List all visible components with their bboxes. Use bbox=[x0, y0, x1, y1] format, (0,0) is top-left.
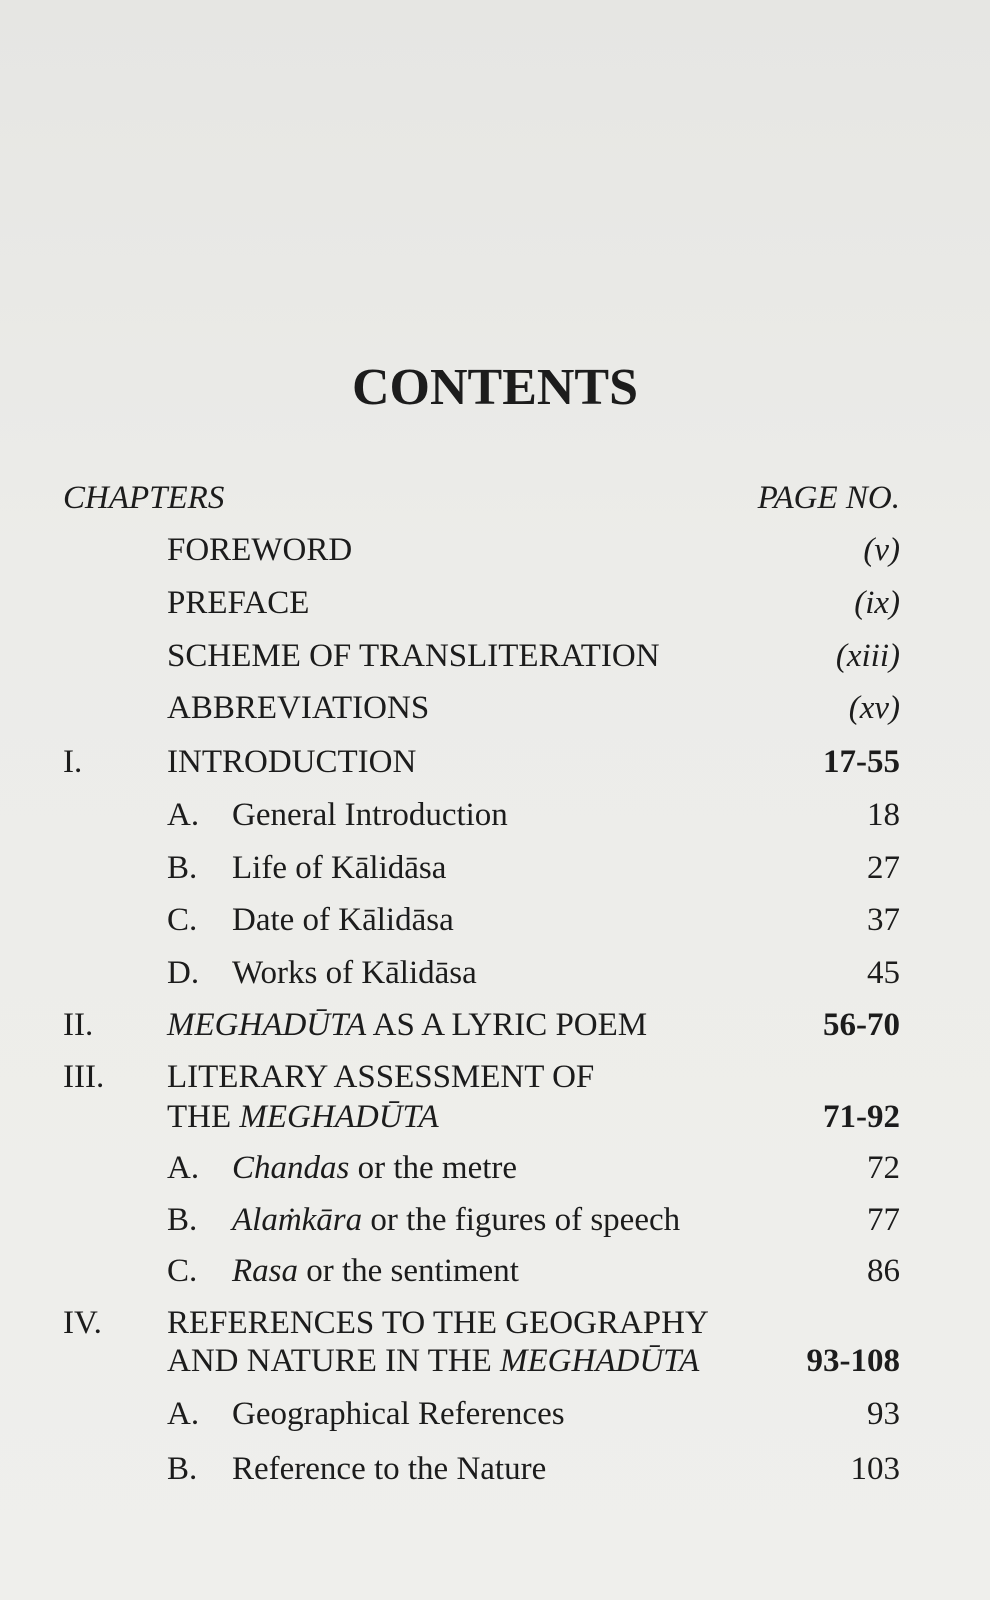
chapter-title-italic: MEGHADŪTA bbox=[500, 1343, 700, 1379]
subsection-title-italic: Alaṁkāra bbox=[232, 1202, 363, 1238]
toc-subsection bbox=[0, 1150, 990, 1190]
page-no-header: PAGE NO. bbox=[757, 480, 900, 516]
subsection-title-italic: Rasa bbox=[232, 1253, 298, 1289]
toc-subsection bbox=[0, 850, 990, 890]
subsection-page: 45 bbox=[867, 955, 900, 991]
subsection-letter: B. bbox=[167, 1202, 198, 1238]
subsection-letter: A. bbox=[167, 1396, 200, 1432]
toc-chapter-3-cont bbox=[0, 1099, 990, 1139]
toc-subsection bbox=[0, 1202, 990, 1242]
chapter-title-prefix: THE bbox=[167, 1099, 240, 1135]
chapter-title bbox=[167, 1007, 647, 1044]
toc-page: (ix) bbox=[854, 585, 900, 621]
subsection-page: 18 bbox=[867, 797, 900, 833]
subsection-letter: B. bbox=[167, 850, 198, 886]
chapter-title-italic: MEGHADŪTA bbox=[239, 1099, 439, 1135]
subsection-title: General Introduction bbox=[232, 797, 508, 833]
chapter-number: III. bbox=[63, 1059, 105, 1095]
chapter-pages: 93-108 bbox=[806, 1343, 900, 1379]
chapters-header: CHAPTERS bbox=[63, 480, 225, 516]
toc-subsection bbox=[0, 1451, 990, 1491]
toc-page: (xiii) bbox=[835, 638, 900, 674]
toc-subsection bbox=[0, 1396, 990, 1436]
chapter-pages: 56-70 bbox=[823, 1007, 900, 1043]
subsection-title bbox=[232, 1253, 519, 1290]
subsection-letter: B. bbox=[167, 1451, 198, 1487]
subsection-title: Works of Kālidāsa bbox=[232, 955, 477, 991]
chapter-title-italic: MEGHADŪTA bbox=[167, 1007, 367, 1043]
subsection-page: 37 bbox=[867, 902, 900, 938]
subsection-letter: A. bbox=[167, 1150, 200, 1186]
subsection-page: 72 bbox=[867, 1150, 900, 1186]
subsection-title: Date of Kālidāsa bbox=[232, 902, 454, 938]
toc-chapter-3 bbox=[0, 1059, 990, 1099]
chapter-number: II. bbox=[63, 1007, 94, 1043]
toc-chapter-4-cont bbox=[0, 1343, 990, 1383]
chapter-title-rest: AS A LYRIC POEM bbox=[366, 1007, 648, 1043]
subsection-page: 77 bbox=[867, 1202, 900, 1238]
subsection-letter: C. bbox=[167, 1253, 198, 1289]
toc-page: (v) bbox=[863, 532, 900, 568]
chapter-title-line1: LITERARY ASSESSMENT OF bbox=[167, 1059, 595, 1095]
subsection-page: 103 bbox=[850, 1451, 900, 1487]
toc-chapter-1 bbox=[0, 744, 990, 784]
toc-subsection bbox=[0, 797, 990, 837]
subsection-title-rest: or the metre bbox=[349, 1150, 518, 1186]
subsection-page: 93 bbox=[867, 1396, 900, 1432]
subsection-page: 27 bbox=[867, 850, 900, 886]
chapter-number: IV. bbox=[63, 1305, 102, 1341]
toc-subsection bbox=[0, 1253, 990, 1293]
subsection-title bbox=[232, 1150, 517, 1187]
subsection-title-italic: Chandas bbox=[232, 1150, 350, 1186]
chapter-title-line1: REFERENCES TO THE GEOGRAPHY bbox=[167, 1305, 709, 1341]
chapter-title-line2 bbox=[167, 1099, 439, 1136]
toc-chapter-2 bbox=[0, 1007, 990, 1047]
subsection-letter: A. bbox=[167, 797, 200, 833]
toc-row-abbreviations bbox=[0, 690, 990, 730]
toc-row-foreword bbox=[0, 532, 990, 572]
toc-page: (xv) bbox=[848, 690, 900, 726]
toc-row-transliteration bbox=[0, 638, 990, 678]
subsection-letter: D. bbox=[167, 955, 200, 991]
subsection-title-rest: or the figures of speech bbox=[362, 1202, 681, 1238]
subsection-title: Geographical References bbox=[232, 1396, 565, 1432]
subsection-title bbox=[232, 1202, 680, 1239]
subsection-letter: C. bbox=[167, 902, 198, 938]
chapter-number: I. bbox=[63, 744, 83, 780]
subsection-title: Life of Kālidāsa bbox=[232, 850, 447, 886]
subsection-title-rest: or the sentiment bbox=[298, 1253, 519, 1289]
chapter-title: INTRODUCTION bbox=[167, 744, 417, 780]
toc-chapter-4 bbox=[0, 1305, 990, 1345]
subsection-title: Reference to the Nature bbox=[232, 1451, 547, 1487]
chapter-pages: 17-55 bbox=[823, 744, 900, 780]
subsection-page: 86 bbox=[867, 1253, 900, 1289]
page-title: CONTENTS bbox=[351, 359, 639, 416]
chapter-pages: 71-92 bbox=[823, 1099, 900, 1135]
toc-label: SCHEME OF TRANSLITERATION bbox=[167, 638, 660, 674]
toc-row-preface bbox=[0, 585, 990, 625]
toc-label: ABBREVIATIONS bbox=[167, 690, 430, 726]
toc-label: FOREWORD bbox=[167, 532, 353, 568]
toc-label: PREFACE bbox=[167, 585, 310, 621]
chapter-title-line2 bbox=[167, 1343, 699, 1380]
toc-subsection bbox=[0, 902, 990, 942]
chapter-title-prefix: AND NATURE IN THE bbox=[167, 1343, 501, 1379]
toc-subsection bbox=[0, 955, 990, 995]
